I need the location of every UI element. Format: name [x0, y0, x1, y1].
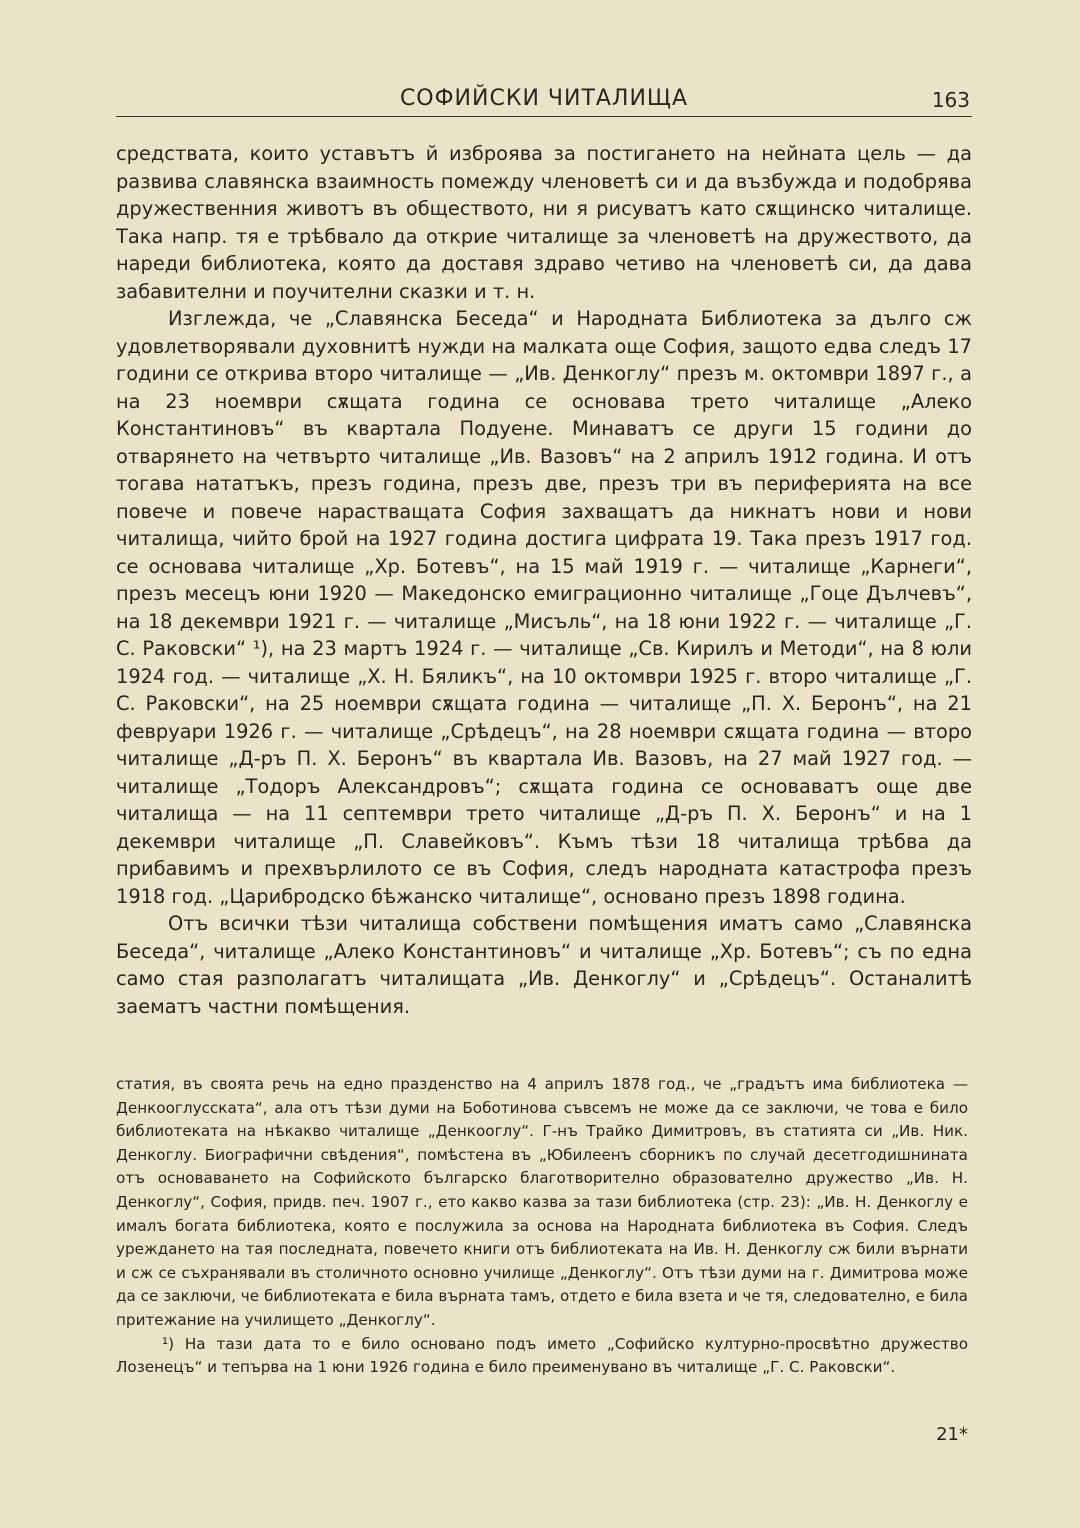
footnote-continuation: статия, въ своята речь на едно празденство на 4 априлъ 1878 год., че „градътъ има библиотека — Денкооглусската“, ала отъ тѣзи думи на Боботинова съвсемъ не може да се заключи, че това е било библиотеката на нѣкакво читалище „Денкооглу“. Г-нъ Трайко Димитровъ, въ статията си „Ив. Ник. Денкоглу. Биографични свѣдения“, помѣстена въ „Юбилеенъ сборникъ по случай десетгодишнината отъ основаването на Софийското българско благотворително образователно дружество „Ив. Н. Денкоглу“, София, придв. печ. 1907 г., ето какво казва за тази библиотека (стр. 23): „Ив. Н. Денкоглу е ималъ богата библиотека, която е послужила за основа на Народната библиотека въ София. Следъ уреждането на тая последната, повечето книги отъ библиотеката на Ив. Н. Денкоглу сж били върнати и сж се съхранявали въ столичното основно училище „Денкоглу“. Отъ тѣзи думи на г. Димитрова може да се заключи, че библиотеката е била върната тамъ, отдето е била взета и че тя, следователно, е била притежание на училището „Денкоглу“. — [116, 1075, 968, 1329]
footnote-1: ¹) На тази дата то е било основано подъ името „Софийско културно-просвѣтно дружество Лозенецъ“ и тепърва на 1 юни 1926 година е било преименувано въ читалище „Г. С. Раковски“. — [116, 1334, 968, 1377]
paragraph: Отъ всички тѣзи читалища собствени помѣщения иматъ само „Славянска Беседа“, читалище „Алеко Константиновъ“ и читалище „Хр. Ботевъ“; съ по една само стая разполагатъ читалищата „Ив. Денкоглу“ и „Срѣдецъ“. Останалитѣ заематъ частни помѣщения. — [116, 912, 972, 1018]
signature-mark: 21* — [936, 1424, 968, 1445]
main-text — [116, 140, 972, 1020]
page-number: 163 — [931, 88, 970, 112]
running-header — [116, 82, 972, 117]
paragraph: Изглежда, че „Славянска Беседа“ и Народната Библиотека за дълго сж удовлетворявали духовнитѣ нужди на малката още София, защото едва следъ 17 години се открива второ читалище — „Ив. Денкоглу“ презъ м. октомври 1897 г., а на 23 ноември сѫщата година се основава трето читалище „Алеко Константиновъ“ въ квартала Подуене. Минаватъ се други 15 години до отварянето на четвърто читалище „Ив. Вазовъ“ на 2 априлъ 1912 година. И отъ тогава нататъкъ, презъ година, презъ две, презъ три въ периферията на все повече и повече нарастващата София захващатъ да никнатъ нови и нови читалища, чийто брой на 1927 година достига цифрата 19. Така презъ 1917 год. се основава читалище „Хр. Ботевъ“, на 15 май 1919 г. — читалище „Карнеги“, презъ месецъ юни 1920 — Македонско емиграционно читалище „Гоце Дълчевъ“, на 18 декември 1921 г. — читалище „Мисъль“, на 18 юни 1922 г. — читалище „Г. С. Раковски“ ¹), на 23 мартъ 1924 г. — читалище „Св. Кирилъ и Методи“, на 8 юли 1924 год. — читалище „Х. Н. Бяликъ“, на 10 октомври 1925 г. второ читалище „Г. С. Раковски“, на 25 ноември сѫщата година — читалище „П. Х. Беронъ“, на 21 февруари 1926 г. — читалище „Срѣдецъ“, на 28 ноември сѫщата година — второ читалище „Д-ръ П. Х. Беронъ“ въ квартала Ив. Вазовъ, на 27 май 1927 год. — читалище „Тодоръ Александровъ“; сѫщата година се основаватъ още две читалища — на 11 септември трето читалище „Д-ръ П. Х. Беронъ“ и на 1 декември читалище „П. Славейковъ“. Къмъ тѣзи 18 читалища трѣбва да прибавимъ и прехвърлилото се въ София, следъ народната катастрофа презъ 1918 год. „Царибродско бѣжанско читалище“, основано презъ 1898 година. — [116, 307, 972, 908]
running-title: СОФИЙСКИ ЧИТАЛИЩА — [399, 86, 689, 111]
footnotes — [116, 1073, 968, 1380]
paragraph: средствата, които уставътъ й изброява за постигането на нейната цель — да развива славянска взаимность помежду членоветѣ си и да възбужда и подобрява дружественния животъ въ обществото, ни я рисуватъ като сѫщинско читалище. Така напр. тя е трѣбвало да открие читалище за членоветѣ на дружеството, да нареди библиотека, която да доставя здраво четиво на членоветѣ си, да дава забавителни и поучителни сказки и т. н. — [116, 142, 972, 303]
